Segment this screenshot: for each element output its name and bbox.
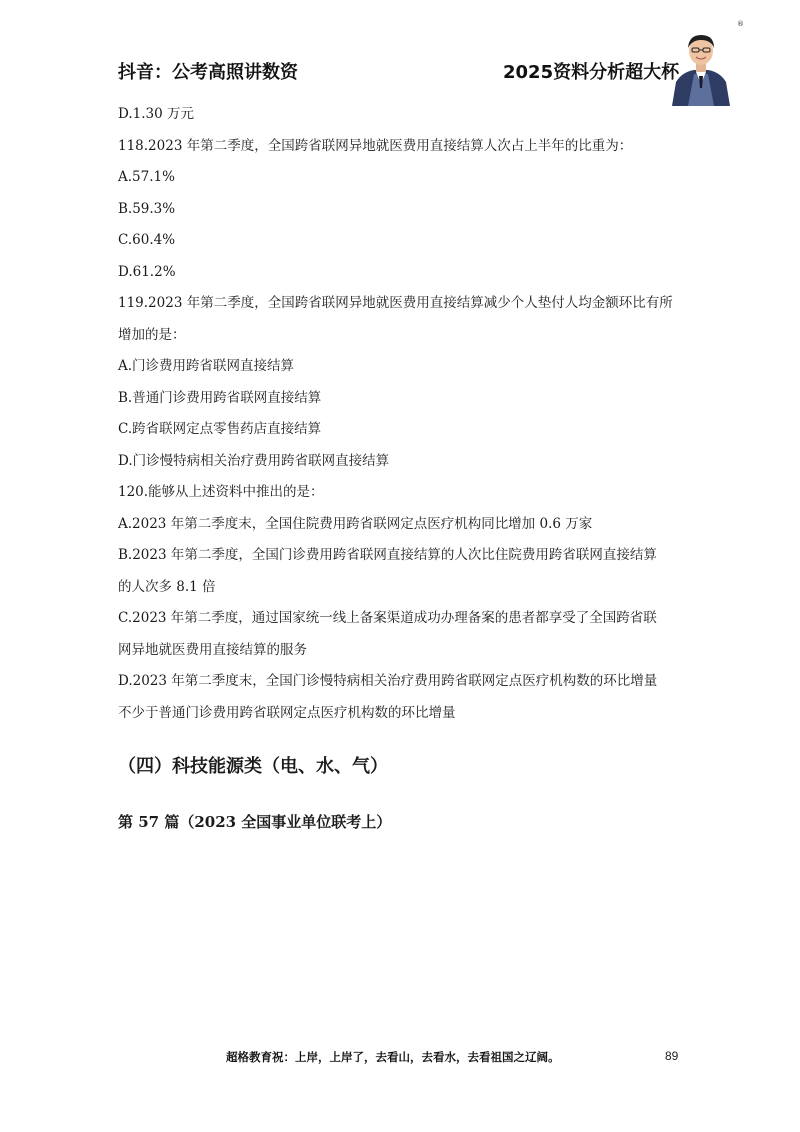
question-119-cont: 增加的是：	[118, 326, 186, 343]
option-c-118: C.60.4%	[118, 232, 176, 248]
option-d-120: D.2023 年第二季度末，全国门诊慢特病相关治疗费用跨省联网定点医疗机构数的环比增量	[118, 673, 658, 689]
presenter-portrait-icon	[668, 26, 734, 106]
option-b-119: B.普通门诊费用跨省联网直接结算	[118, 389, 322, 406]
option-d-120-cont: 不少于普通门诊费用跨省联网定点医疗机构数的环比增量	[118, 704, 456, 721]
article-heading: 第 57 篇（2023 全国事业单位联考上）	[118, 813, 392, 831]
option-c-119: C.跨省联网定点零售药店直接结算	[118, 421, 322, 437]
question-119: 119.2023 年第二季度，全国跨省联网异地就医费用直接结算减少个人垫付人均金额环比有所	[118, 295, 673, 311]
option-c-120-cont: 网异地就医费用直接结算的服务	[118, 641, 307, 658]
option-a-118: A.57.1%	[118, 169, 175, 185]
option-a-119: A.门诊费用跨省联网直接结算	[118, 358, 295, 374]
option-b-118: B.59.3%	[118, 200, 176, 217]
option-c-120: C.2023 年第二季度，通过国家统一线上备案渠道成功办理备案的患者都享受了全国跨省联	[118, 610, 657, 626]
question-120: 120.能够从上述资料中推出的是：	[118, 484, 324, 500]
option-d-117: D.1.30 万元	[118, 106, 194, 122]
header-right-title: 2025资料分析超大杯	[503, 62, 680, 83]
registered-mark-icon: ®	[737, 20, 744, 28]
option-d-118: D.61.2%	[118, 263, 176, 280]
footer-slogan: 超格教育祝：上岸，上岸了，去看山，去看水，去看祖国之辽阔。	[226, 1050, 560, 1064]
header-left-title: 抖音：公考高照讲数资	[118, 62, 298, 83]
option-b-120: B.2023 年第二季度，全国门诊费用跨省联网直接结算的人次比住院费用跨省联网直接结算	[118, 547, 657, 563]
option-a-120: A.2023 年第二季度末，全国住院费用跨省联网定点医疗机构同比增加 0.6 万家	[118, 515, 593, 532]
option-b-120-cont: 的人次多 8.1 倍	[118, 578, 216, 595]
question-body	[118, 99, 688, 729]
section-heading: （四）科技能源类（电、水、气）	[118, 756, 388, 777]
page-number: 89	[665, 1049, 679, 1063]
option-d-119: D.门诊慢特病相关治疗费用跨省联网直接结算	[118, 452, 390, 469]
question-118: 118.2023 年第二季度，全国跨省联网异地就医费用直接结算人次占上半年的比重为：	[118, 137, 633, 154]
